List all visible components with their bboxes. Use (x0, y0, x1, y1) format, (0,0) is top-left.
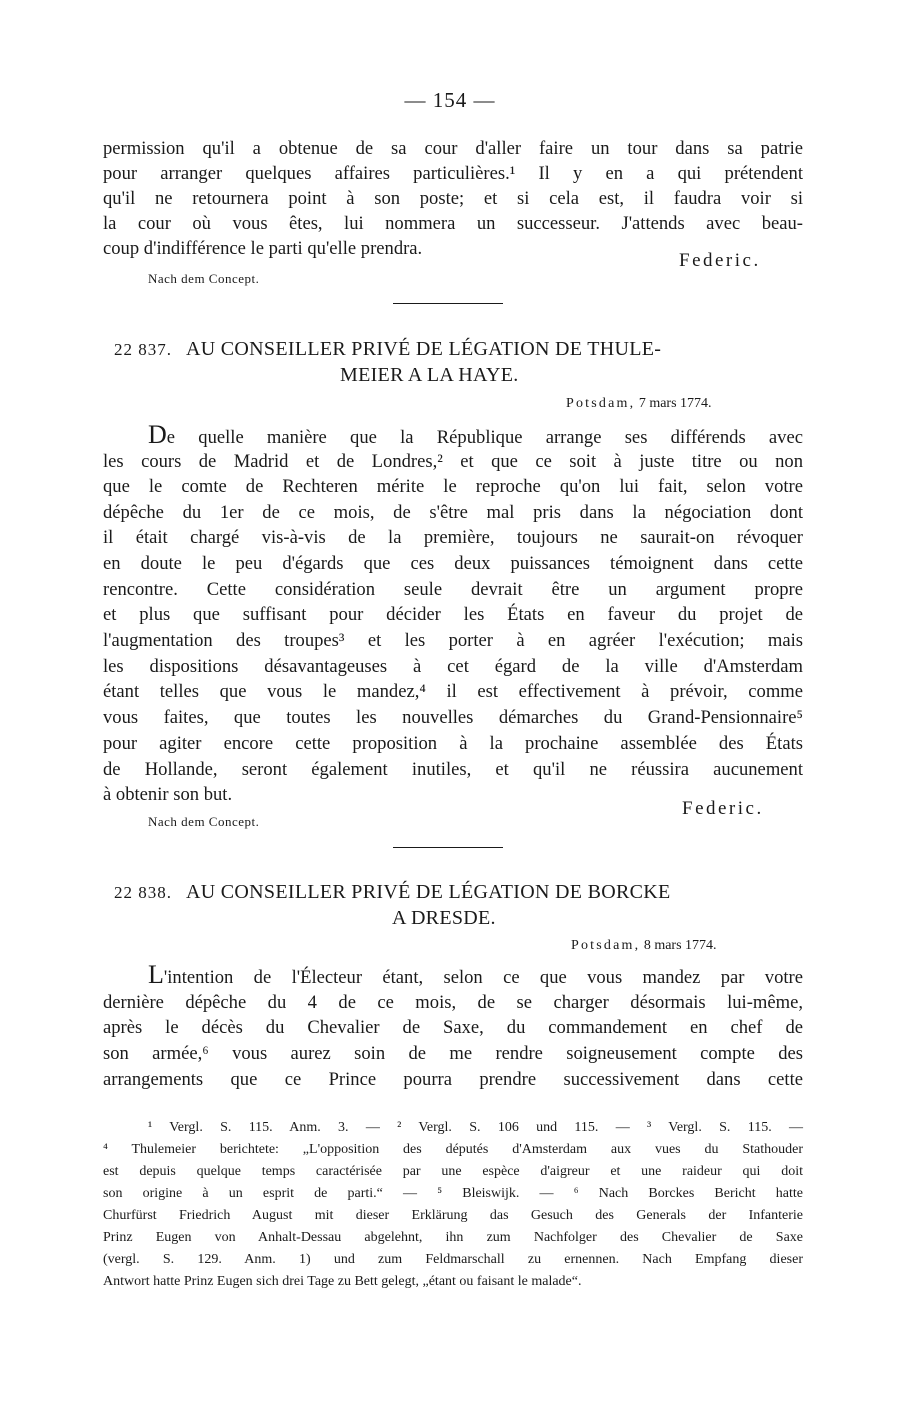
text-line: étant telles que vous le mandez,⁴ il est effectivement à prévoir, comme (103, 681, 803, 702)
letter-heading (114, 881, 671, 904)
text-line: les dispositions désavantageuses à cet égard de la ville d'Amsterdam (103, 656, 803, 677)
date: 8 mars 1774. (643, 938, 717, 953)
letter-heading-line: A DRESDE. (392, 907, 496, 929)
drop-cap: L (148, 960, 164, 989)
source-note: Nach dem Concept. (148, 814, 260, 829)
drop-cap: D (148, 420, 167, 449)
letter-number: 22 837. (114, 340, 172, 359)
place: Potsdam, (566, 396, 636, 411)
text-line: L'intention de l'Électeur étant, selon ce que vous mandez par votre (148, 960, 803, 989)
section-divider (393, 847, 503, 848)
text-line: à obtenir son but. (103, 784, 233, 805)
text-line: vous faites, que toutes les nouvelles démarches du Grand-Pensionnaire⁵ (103, 707, 803, 728)
place-date (571, 938, 717, 954)
source-note: Nach dem Concept. (148, 271, 260, 286)
letter-heading-line: MEIER A LA HAYE. (340, 364, 519, 386)
text-line: que le comte de Rechteren mérite le reproche qu'on lui fait, selon votre (103, 476, 803, 497)
text-line: arrangements que ce Prince pourra prendre successivement dans cette (103, 1069, 803, 1090)
footnote-line: est depuis quelque temps caractérisée par une espèce d'aigreur et une raideur qui doit (103, 1164, 803, 1179)
signature: Federic. (679, 250, 761, 271)
text-line: son armée,⁶ vous aurez soin de me rendre soigneusement compte des (103, 1043, 803, 1064)
text-line: rencontre. Cette considération seule devrait être un argument propre (103, 579, 803, 600)
footnote-line: ¹ Vergl. S. 115. Anm. 3. — ² Vergl. S. 106 und 115. — ³ Vergl. S. 115. — (148, 1120, 803, 1135)
letter-number: 22 838. (114, 883, 172, 902)
footnote-line: ⁴ Thulemeier berichtete: „L'opposition des députés d'Amsterdam aux vues du Stathouder (103, 1142, 803, 1157)
text-line: qu'il ne retournera point à son poste; et si cela est, il faudra voir si (103, 188, 803, 209)
text-line: les cours de Madrid et de Londres,² et que ce soit à juste titre ou non (103, 451, 803, 472)
text-line: pour arranger quelques affaires particulières.¹ Il y en a qui prétendent (103, 163, 803, 184)
text-line: permission qu'il a obtenue de sa cour d'aller faire un tour dans sa patrie (103, 138, 803, 159)
footnote-line: Antwort hatte Prinz Eugen sich drei Tage zu Bett gelegt, „étant ou faisant le malade“. (103, 1274, 582, 1289)
section-divider (393, 303, 503, 304)
text-line: dépêche du 1er de ce mois, de s'être mal pris dans la négociation dont (103, 502, 803, 523)
text-line: après le décès du Chevalier de Saxe, du commandement en chef de (103, 1017, 803, 1038)
signature: Federic. (682, 798, 764, 819)
footnote-line: Churfürst Friedrich August mit dieser Erklärung das Gesuch des Generals der Infanterie (103, 1208, 803, 1223)
text-line: dernière dépêche du 4 de ce mois, de se charger désormais lui-même, (103, 992, 803, 1013)
footnote-line: (vergl. S. 129. Anm. 1) und zum Feldmarschall zu ernennen. Nach Empfang dieser (103, 1252, 803, 1267)
place-date (566, 396, 712, 412)
footnote-line: Prinz Eugen von Anhalt-Dessau abgelehnt, ihn zum Nachfolger des Chevalier de Saxe (103, 1230, 803, 1245)
text-line: il était chargé vis-à-vis de la première, toujours ne saurait-on révoquer (103, 527, 803, 548)
text-line: De quelle manière que la République arrange ses différends avec (148, 420, 803, 449)
place: Potsdam, (571, 938, 641, 953)
letter-heading (114, 338, 661, 361)
text-line: l'augmentation des troupes³ et les porter à en agréer l'exécution; mais (103, 630, 803, 651)
text-line: coup d'indifférence le parti qu'elle prendra. (103, 238, 423, 259)
page-number: — 154 — (404, 88, 496, 112)
text-line: la cour où vous êtes, lui nommera un successeur. J'attends avec beau- (103, 213, 803, 234)
letter-heading-line: AU CONSEILLER PRIVÉ DE LÉGATION DE BORCKE (186, 881, 671, 903)
text-line: pour agiter encore cette proposition à la prochaine assemblée des États (103, 733, 803, 754)
date: 7 mars 1774. (638, 396, 712, 411)
footnote-line: son origine à un esprit de parti.“ — ⁵ Bleiswijk. — ⁶ Nach Borckes Bericht hatte (103, 1186, 803, 1201)
text-line: et plus que suffisant pour décider les États en faveur du projet de (103, 604, 803, 625)
text-line: de Hollande, seront également inutiles, et qu'il ne réussira aucunement (103, 759, 803, 780)
letter-heading-line: AU CONSEILLER PRIVÉ DE LÉGATION DE THULE- (186, 338, 662, 360)
text-line: en doute le peu d'égards que ces deux puissances témoignent dans cette (103, 553, 803, 574)
